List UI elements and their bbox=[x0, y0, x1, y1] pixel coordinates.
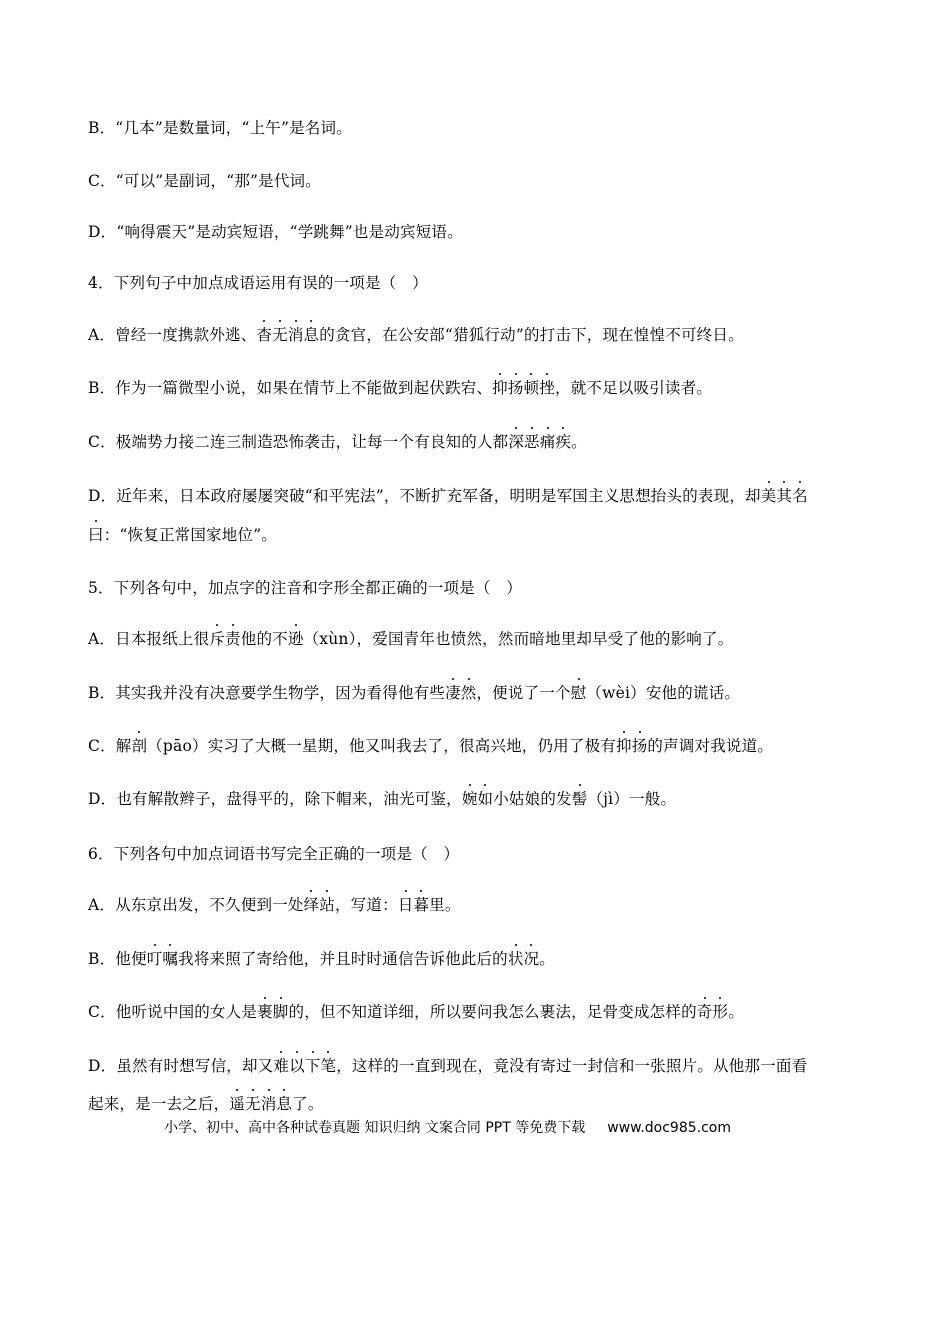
footer bbox=[164, 1117, 731, 1137]
option-d-q6: D．虽然有时想写信，却又难以下笔，这样的一直到现在，竟没有寄过一封信和一张照片。从他那一面看 bbox=[88, 1057, 808, 1075]
option-c-q3: C．“可以”是副词，“那”是代词。 bbox=[88, 172, 321, 190]
option-c-q4: C．极端势力接二连三制造恐怖袭击，让每一个有良知的人都深恶痛疾。 bbox=[88, 433, 587, 451]
option-c-q6: C．他听说中国的女人是裹脚的，但不知道详细，所以要问我怎么裹法，足骨变成怎样的奇形。 bbox=[88, 1003, 744, 1021]
footer-text: 小学、初中、高中各种试卷真题 知识归纳 文案合同 PPT 等免费下载 bbox=[164, 1120, 586, 1136]
option-d-q4: D．近年来，日本政府屡屡突破“和平宪法”，不断扩充军备，明明是军国主义思想抬头的表现，却美其名 bbox=[88, 487, 808, 505]
option-d-q3: D．“响得震天”是动宾短语，“学跳舞”也是动宾短语。 bbox=[88, 223, 463, 241]
option-a-q6: A．从东京出发，不久便到一处绎站，写道：日暮里。 bbox=[88, 896, 461, 914]
option-b-q6: B．他便叮嘱我将来照了寄给他，并且时时通信告诉他此后的状况。 bbox=[88, 950, 555, 968]
footer-url[interactable]: www.doc985.com bbox=[607, 1120, 731, 1136]
option-b-q5: B．其实我并没有决意要学生物学，因为看得他有些凄然，便说了一个慰（wèi）安他的谎话。 bbox=[88, 684, 741, 702]
question-4: 4．下列句子中加点成语运用有误的一项是（ ） bbox=[88, 274, 428, 292]
question-5: 5．下列各句中，加点字的注音和字形全都正确的一项是（ ） bbox=[88, 579, 522, 597]
option-d-q4-cont: 曰：“恢复正常国家地位”。 bbox=[88, 526, 277, 544]
option-d-q5: D．也有解散辫子，盘得平的，除下帽来，油光可鉴，婉如小姑娘的发髻（jì）一般。 bbox=[88, 790, 677, 808]
option-a-q4: A．曾经一度携款外逃、杳无消息的贪官，在公安部“猎狐行动”的打击下，现在惶惶不可终日。 bbox=[88, 326, 744, 344]
option-a-q5: A．日本报纸上很斥责他的不逊（xùn），爱国青年也愤然，然而暗地里却早受了他的影响了。 bbox=[88, 630, 734, 648]
question-6: 6．下列各句中加点词语书写完全正确的一项是（ ） bbox=[88, 845, 460, 863]
option-c-q5: C．解剖（pāo）实习了大概一星期，他又叫我去了，很高兴地，仍用了极有抑扬的声调对我说道。 bbox=[88, 737, 774, 755]
option-b-q4: B．作为一篇微型小说，如果在情节上不能做到起伏跌宕、抑扬顿挫，就不足以吸引读者。 bbox=[88, 379, 713, 397]
option-b-q3: B．“几本”是数量词，“上午”是名词。 bbox=[88, 119, 352, 137]
option-d-q6-cont: 起来，是一去之后，遥无消息了。 bbox=[88, 1095, 324, 1113]
